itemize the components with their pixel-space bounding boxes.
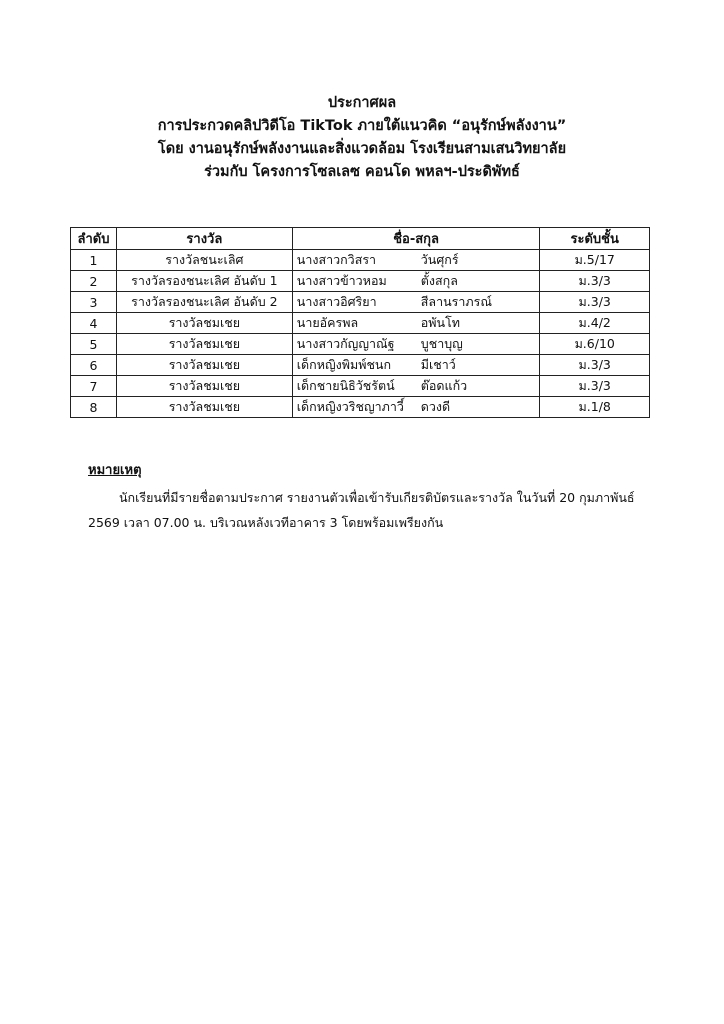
name-cell [292,355,540,376]
last-name: อพันโท [420,315,461,330]
name-cell [292,292,540,313]
table-row [71,376,650,397]
first-name: เด็กชายนิธิวัชรัตน์ [296,378,395,393]
award-cell: รางวัลชมเชย [116,355,292,376]
first-name: นางสาวกวิสรา [296,252,377,267]
rank-cell: 4 [71,313,117,334]
table-row [71,397,650,418]
first-name: นางสาวกัญญาณัฐ [296,336,395,351]
name-cell [292,250,540,271]
column-header-name: ชื่อ-สกุล [292,228,540,250]
award-cell: รางวัลรองชนะเลิศ อันดับ 1 [116,271,292,292]
rank-cell: 3 [71,292,117,313]
level-cell: ม.3/3 [540,355,650,376]
table-row [71,313,650,334]
level-cell: ม.5/17 [540,250,650,271]
level-cell: ม.6/10 [540,334,650,355]
last-name: ต๊อดแก้ว [420,378,468,393]
name-cell [292,271,540,292]
level-cell: ม.4/2 [540,313,650,334]
rank-cell: 8 [71,397,117,418]
rank-cell: 2 [71,271,117,292]
announcement-header [0,92,724,184]
award-cell: รางวัลรองชนะเลิศ อันดับ 2 [116,292,292,313]
note-line-2: 2569 เวลา 07.00 น. บริเวณหลังเวทีอาคาร 3 โดยพร้อมเพรียงกัน [88,515,444,530]
note-title: หมายเหตุ [88,463,142,478]
first-name: นายอัครพล [296,315,359,330]
results-table [70,227,650,418]
name-cell [292,376,540,397]
header-organizer: โดย งานอนุรักษ์พลังงานและสิ่งแวดล้อม โรงเรียนสามเสนวิทยาลัย [157,141,567,157]
first-name: นางสาวข้าวหอม [296,273,387,288]
first-name: เด็กหญิงพิมพ์ชนก [296,357,392,372]
header-partner: ร่วมกับ โครงการโซลเลซ คอนโด พหลฯ-ประดิพัทธ์ [204,164,520,180]
table-row [71,271,650,292]
name-cell [292,397,540,418]
rank-cell: 6 [71,355,117,376]
table-row [71,292,650,313]
note-line-1: นักเรียนที่มีรายชื่อตามประกาศ รายงานตัวเพื่อเข้ารับเกียรติบัตรและรางวัล ในวันที่ 20 กุมภาพันธ์ [119,490,635,505]
table-row [71,250,650,271]
last-name: วันศุกร์ [420,252,459,267]
level-cell: ม.3/3 [540,376,650,397]
first-name: เด็กหญิงวริชญาภาวี์ [296,399,404,414]
level-cell: ม.1/8 [540,397,650,418]
last-name: ดวงดี [420,399,451,414]
award-cell: รางวัลชนะเลิศ [116,250,292,271]
level-cell: ม.3/3 [540,271,650,292]
column-header-award: รางวัล [116,228,292,250]
header-contest-name: การประกวดคลิปวิดีโอ TikTok ภายใต้แนวคิด “อนุรักษ์พลังงาน” [157,118,567,134]
last-name: มีเชาว์ [420,357,456,372]
level-cell: ม.3/3 [540,292,650,313]
table-row [71,355,650,376]
award-cell: รางวัลชมเชย [116,313,292,334]
last-name: บูชาบุญ [420,336,463,351]
name-cell [292,334,540,355]
last-name: ตั้งสกุล [420,273,458,288]
table-row [71,334,650,355]
column-header-rank: ลำดับ [71,228,117,250]
award-cell: รางวัลชมเชย [116,334,292,355]
last-name: สีลานราภรณ์ [420,294,492,309]
note-body [88,485,698,535]
rank-cell: 7 [71,376,117,397]
first-name: นางสาวอิศริยา [296,294,377,309]
column-header-level: ระดับชั้น [540,228,650,250]
rank-cell: 1 [71,250,117,271]
header-title: ประกาศผล [327,95,397,111]
table-header-row [71,228,650,250]
award-cell: รางวัลชมเชย [116,397,292,418]
name-cell [292,313,540,334]
rank-cell: 5 [71,334,117,355]
award-cell: รางวัลชมเชย [116,376,292,397]
